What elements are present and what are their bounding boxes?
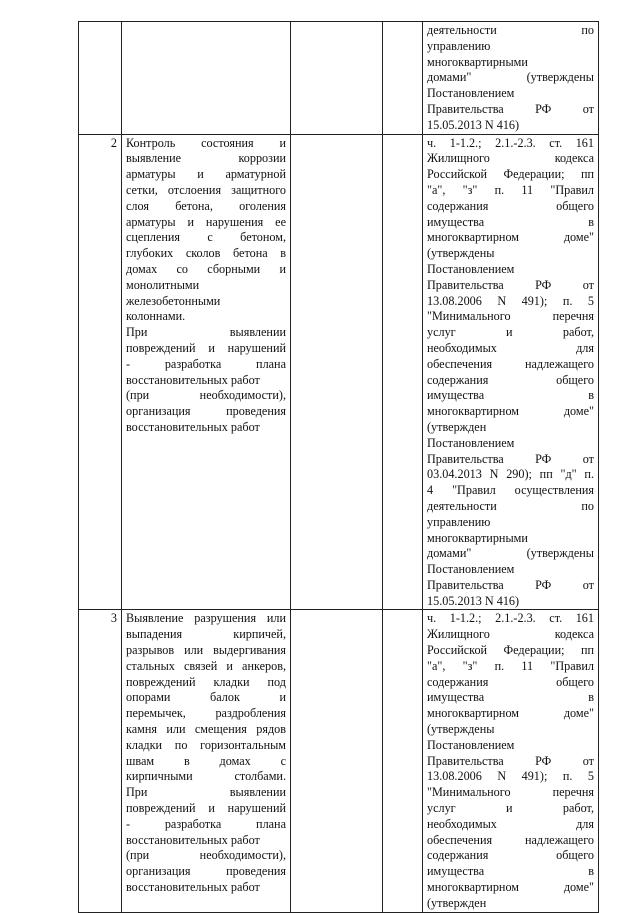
text-line: При выявлении [126,325,286,340]
text-line: - разработка плана [126,356,286,371]
text-line: многоквартирными [427,530,528,545]
table-row [79,134,599,610]
empty-cell [383,134,423,610]
text-line: домах со сборными и [126,261,286,276]
text-line: 15.05.2013 N 416) [427,117,520,132]
text-line: арматуры и нарушения ее [126,214,286,229]
text-line: содержания общего [427,372,594,387]
text-line: "а", "з" п. 11 "Правил [427,658,594,673]
text-line: перемычек, раздробления [126,706,286,721]
text-line: восстановительных работ [126,880,260,895]
text-line: имущества в [427,388,594,403]
text-line: Постановлением [427,737,515,752]
text-line: обеспечения надлежащего [427,356,594,371]
work-description [122,22,291,135]
text-line: глубоких сколов бетона в [126,246,286,261]
text-line: (утверждены [427,722,495,737]
legal-basis [423,22,599,135]
text-line: сцепления с бетоном, [126,230,286,245]
text-line: Постановлением [427,86,515,101]
works-table [78,21,599,913]
empty-cell [291,22,383,135]
text-line: колоннами. [126,309,186,324]
text-line: Постановлением [427,435,515,450]
text-line: (при необходимости), [126,388,286,403]
text-line: домами" (утверждены [427,70,594,85]
text-line: содержания общего [427,198,594,213]
text-line: 13.08.2006 N 491); п. 5 [427,769,594,784]
text-line: многоквартирными [427,54,528,69]
text-line: имущества в [427,214,594,229]
text-line: - разработка плана [126,816,286,831]
text-line: "Минимального перечня [427,309,594,324]
empty-cell [291,134,383,610]
text-line: 03.04.2013 N 290); пп "д" п. [427,467,594,482]
text-line: арматуры и арматурной [126,167,286,182]
text-line: железобетонными [126,293,221,308]
text-line: Российской Федерации; пп [427,643,594,658]
text-line: швам в домах с [126,753,286,768]
text-line: выявление коррозии [126,151,286,166]
text-line: содержания общего [427,674,594,689]
text-line: (утвержден [427,895,487,910]
text-line: многоквартирном доме" [427,404,594,419]
text-line: 4 "Правил осуществления [427,483,594,498]
table-row [79,610,599,912]
text-line: ч. 1-1.2.; 2.1.-2.3. ст. 161 [427,611,594,626]
text-line: выпадения кирпичей, [126,627,286,642]
empty-cell [383,22,423,135]
text-line: Правительства РФ от [427,101,594,116]
text-line: услуг и работ, [427,801,594,816]
text-line: разрывов или выдергивания [126,643,286,658]
text-line: опорами балок и [126,690,286,705]
row-number: 3 [79,610,122,912]
text-line: услуг и работ, [427,325,594,340]
text-line: повреждений кладки под [126,674,286,689]
work-description [122,134,291,610]
text-line: Российской Федерации; пп [427,167,594,182]
text-line: содержания общего [427,848,594,863]
text-line: имущества в [427,690,594,705]
text-line: (утверждены [427,246,495,261]
text-line: Правительства РФ от [427,277,594,292]
text-line: 13.08.2006 N 491); п. 5 [427,293,594,308]
text-line: монолитными [126,277,200,292]
row-number: 2 [79,134,122,610]
text-line: сетки, отслоения защитного [126,182,286,197]
text-line: восстановительных работ [126,832,260,847]
empty-cell [291,610,383,912]
text-line: кладки по горизонтальным [126,737,286,752]
text-line: Жилищного кодекса [427,151,594,166]
empty-cell [383,610,423,912]
legal-basis [423,134,599,610]
text-line: Постановлением [427,261,515,276]
text-line: стальных связей и анкеров, [126,658,286,673]
table-row [79,22,599,135]
text-line: домами" (утверждены [427,546,594,561]
text-line: "Минимального перечня [427,785,594,800]
text-line: Жилищного кодекса [427,627,594,642]
text-line: повреждений и нарушений [126,340,286,355]
text-line: многоквартирном доме" [427,880,594,895]
text-line: Контроль состояния и [126,135,286,150]
text-line: Правительства РФ от [427,577,594,592]
text-line: Правительства РФ от [427,451,594,466]
text-line: Выявление разрушения или [126,611,286,626]
text-line: управлению [427,514,491,529]
text-line: деятельности по [427,23,594,37]
text-line: обеспечения надлежащего [427,832,594,847]
text-line: кирпичными столбами. [126,769,286,784]
text-line: камня или смещения рядов [126,722,286,737]
text-line: Правительства РФ от [427,753,594,768]
legal-basis [423,610,599,912]
text-line: ч. 1-1.2.; 2.1.-2.3. ст. 161 [427,135,594,150]
text-line: восстановительных работ [126,372,260,387]
text-line: многоквартирном доме" [427,706,594,721]
text-line: повреждений и нарушений [126,801,286,816]
text-line: имущества в [427,864,594,879]
text-line: При выявлении [126,785,286,800]
row-number [79,22,122,135]
text-line: слоя бетона, оголения [126,198,286,213]
text-line: (утвержден [427,419,487,434]
text-line: деятельности по [427,498,594,513]
text-line: многоквартирном доме" [427,230,594,245]
work-description [122,610,291,912]
text-line: Постановлением [427,562,515,577]
text-line: необходимых для [427,340,594,355]
text-line: 15.05.2013 N 416) [427,593,520,608]
text-line: организация проведения [126,864,286,879]
text-line: необходимых для [427,816,594,831]
text-line: организация проведения [126,404,286,419]
text-line: управлению [427,38,491,53]
text-line: (при необходимости), [126,848,286,863]
text-line: восстановительных работ [126,419,260,434]
text-line: "а", "з" п. 11 "Правил [427,182,594,197]
